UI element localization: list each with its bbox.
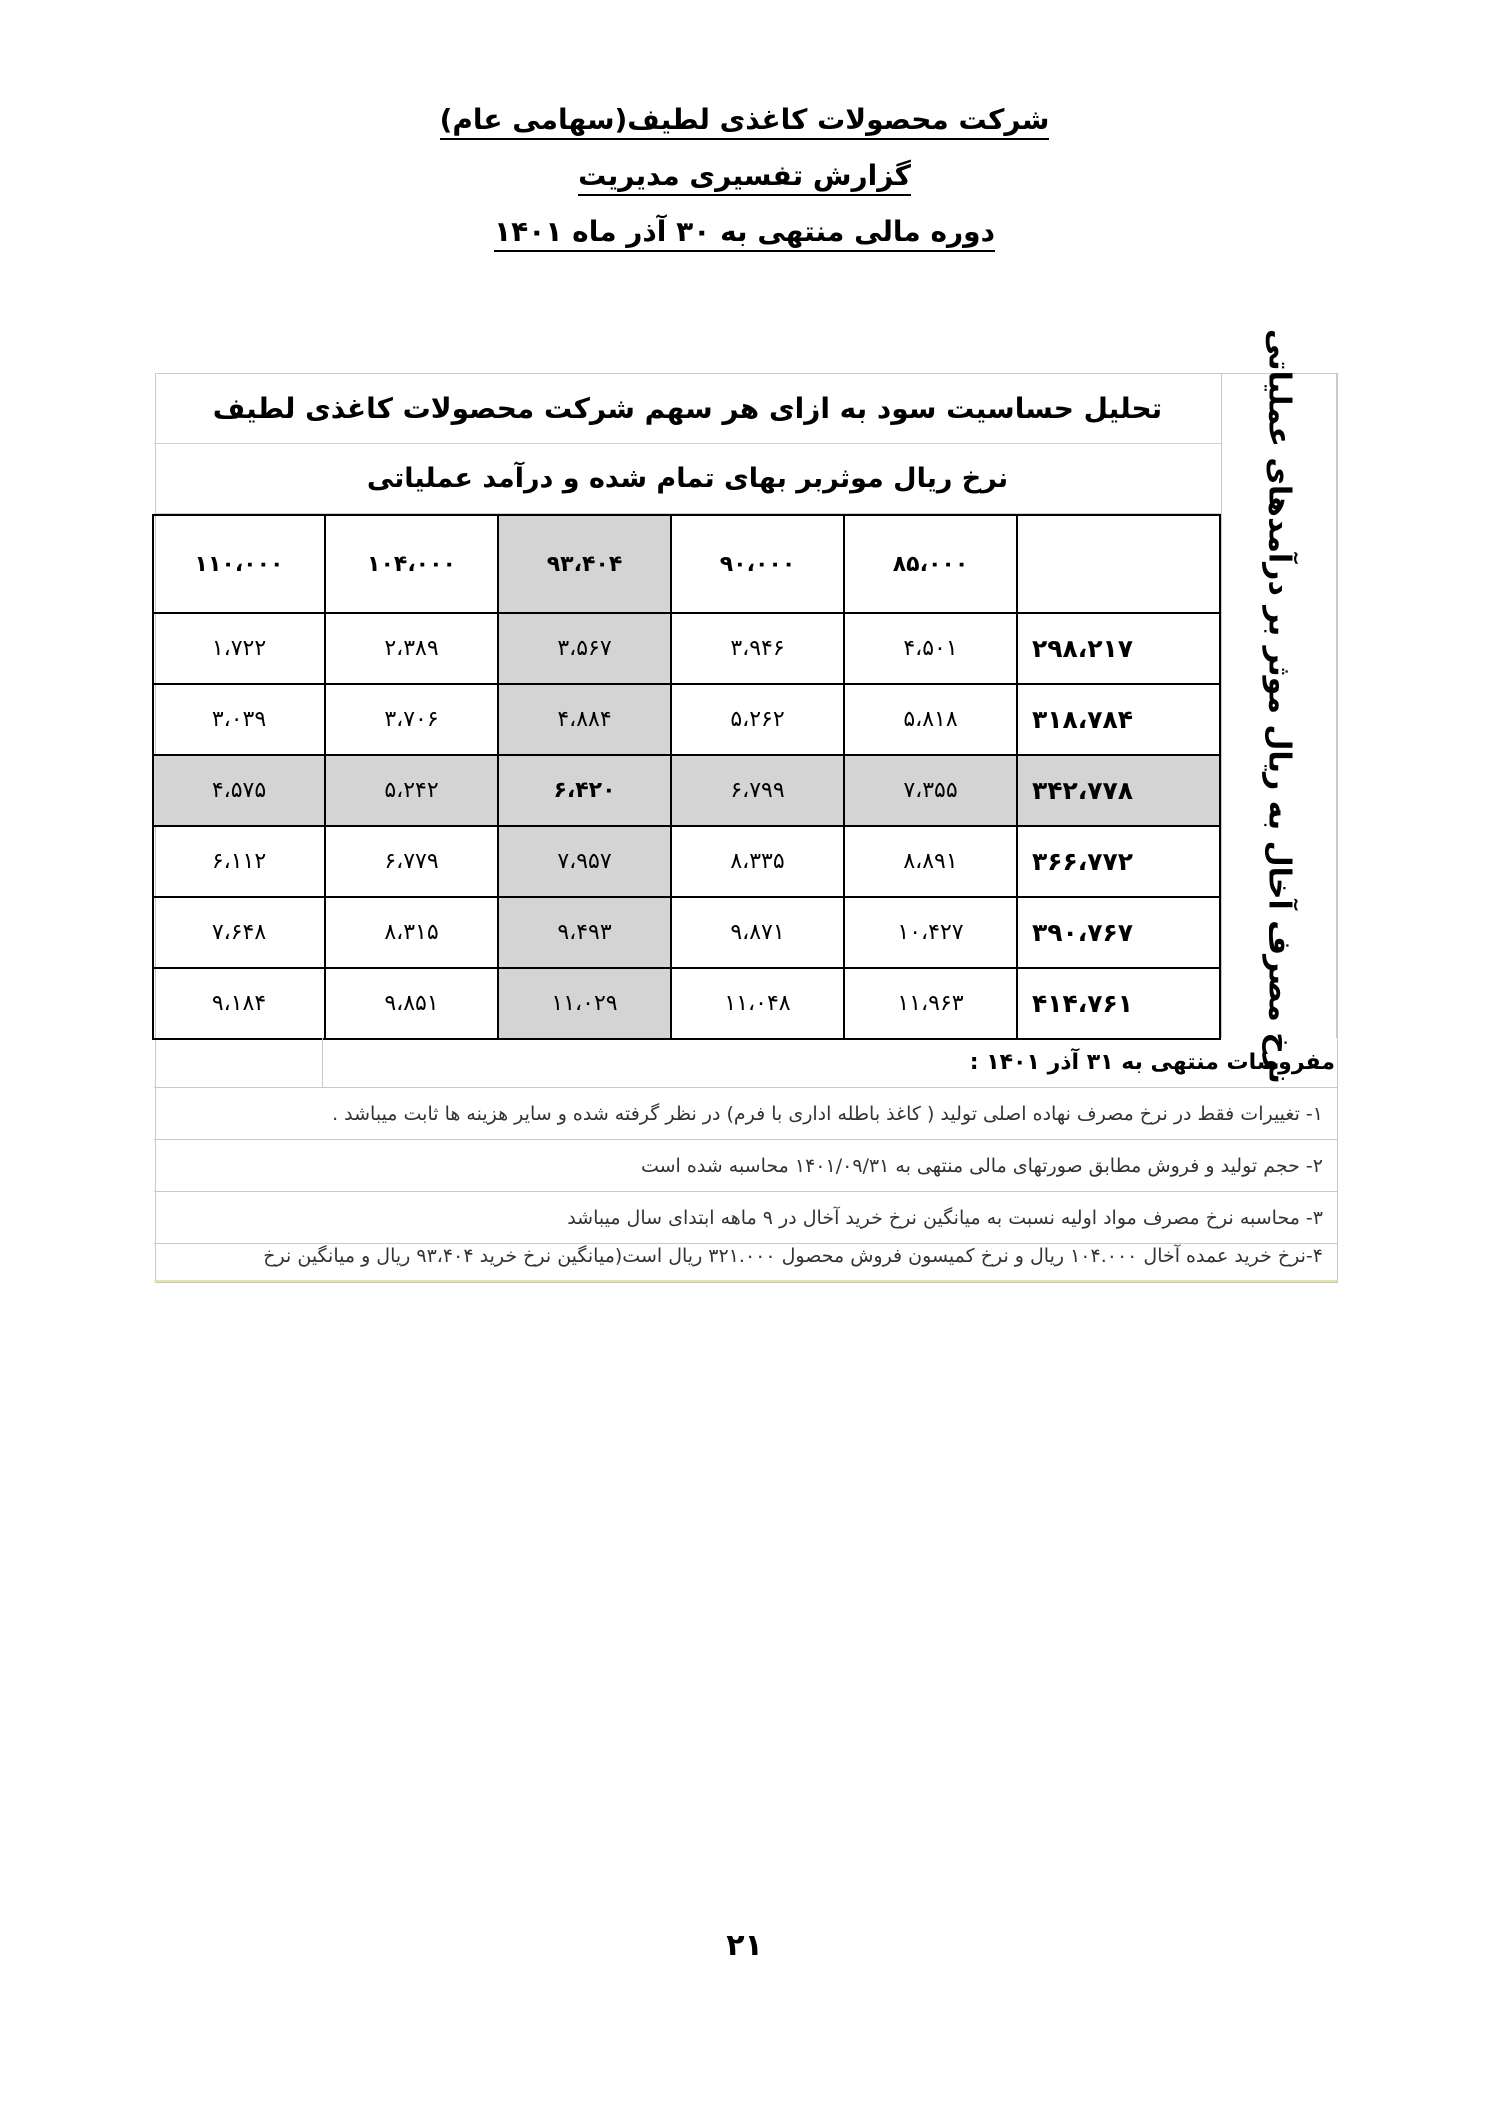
report-title: گزارش تفسیری مدیریت — [578, 159, 911, 196]
side-axis-title-text: نرخ مصرف آخال به ریال موثر بر درآمدهای عملیاتی — [1261, 328, 1297, 1084]
assumptions-header — [154, 1038, 1337, 1088]
divider — [322, 1038, 323, 1088]
table-cell: ۷،۳۵۵ — [844, 755, 1017, 826]
row-header: ۳۴۲،۷۷۸ — [1017, 755, 1220, 826]
table-cell: ۱،۷۲۲ — [153, 613, 325, 684]
row-header: ۳۱۸،۷۸۴ — [1017, 684, 1220, 755]
table-cell: ۹،۸۷۱ — [671, 897, 844, 968]
company-name: شرکت محصولات کاغذی لطیف(سهامی عام) — [440, 103, 1050, 140]
table-cell-base-case: ۶،۴۲۰ — [498, 755, 671, 826]
column-header: ۹۳،۴۰۴ — [498, 515, 671, 613]
table-cell: ۴،۵۷۵ — [153, 755, 325, 826]
table-cell: ۷،۶۴۸ — [153, 897, 325, 968]
table-row — [153, 684, 1220, 755]
corner-cell — [1017, 515, 1220, 613]
column-header: ۱۱۰،۰۰۰ — [153, 515, 325, 613]
table-cell: ۲،۳۸۹ — [325, 613, 498, 684]
assumption-item: ۱- تغییرات فقط در نرخ مصرف نهاده اصلی تولید ( کاغذ باطله اداری با فرم) در نظر گرفته شده و سایر هزینه ها ثابت میباشد . — [154, 1088, 1337, 1140]
column-header: ۱۰۴،۰۰۰ — [325, 515, 498, 613]
page-number: ۲۱ — [726, 1928, 763, 1963]
row-header: ۲۹۸،۲۱۷ — [1017, 613, 1220, 684]
table-cell: ۵،۲۴۲ — [325, 755, 498, 826]
assumption-item: ۴-نرخ خرید عمده آخال ۱۰۴.۰۰۰ ریال و نرخ کمیسون فروش محصول ۳۲۱.۰۰۰ ریال است(میانگین نرخ خرید ۹۳،۴۰۴ ریال و میانگین نرخ — [154, 1230, 1337, 1282]
table-cell: ۵،۸۱۸ — [844, 684, 1017, 755]
table-cell: ۸،۳۳۵ — [671, 826, 844, 897]
column-header: ۸۵،۰۰۰ — [844, 515, 1017, 613]
table-cell: ۳،۵۶۷ — [498, 613, 671, 684]
sensitivity-analysis-box — [155, 328, 1338, 1283]
table-cell: ۱۱،۰۴۸ — [671, 968, 844, 1039]
table-cell: ۸،۳۱۵ — [325, 897, 498, 968]
sensitivity-table — [152, 514, 1221, 1040]
table-cell: ۱۱،۹۶۳ — [844, 968, 1017, 1039]
column-header-row — [153, 515, 1220, 613]
table-cell: ۱۰،۴۲۷ — [844, 897, 1017, 968]
assumptions-title: مفروضات منتهی به ۳۱ آذر ۱۴۰۱ : — [969, 1050, 1335, 1075]
assumption-item: ۲- حجم تولید و فروش مطابق صورتهای مالی منتهی به ۱۴۰۱/۰۹/۳۱ محاسبه شده است — [154, 1140, 1337, 1192]
report-period: دوره مالی منتهی به ۳۰ آذر ماه ۱۴۰۱ — [494, 215, 995, 252]
table-cell: ۳،۹۴۶ — [671, 613, 844, 684]
table-cell: ۳،۷۰۶ — [325, 684, 498, 755]
table-subtitle: نرخ ریال موثربر بهای تمام شده و درآمد عملیاتی — [154, 444, 1221, 514]
row-header: ۴۱۴،۷۶۱ — [1017, 968, 1220, 1039]
table-cell: ۹،۴۹۳ — [498, 897, 671, 968]
table-cell: ۷،۹۵۷ — [498, 826, 671, 897]
row-header: ۳۹۰،۷۶۷ — [1017, 897, 1220, 968]
table-cell: ۶،۱۱۲ — [153, 826, 325, 897]
table-cell: ۴،۵۰۱ — [844, 613, 1017, 684]
table-row — [153, 968, 1220, 1039]
side-axis-title — [1221, 328, 1337, 1084]
column-header: ۹۰،۰۰۰ — [671, 515, 844, 613]
table-title: تحلیل حساسیت سود به ازای هر سهم شرکت محصولات کاغذی لطیف — [154, 374, 1221, 444]
assumption-item: ۳- محاسبه نرخ مصرف مواد اولیه نسبت به میانگین نرخ خرید آخال در ۹ ماهه ابتدای سال میباشد — [154, 1192, 1337, 1244]
table-cell: ۱۱،۰۲۹ — [498, 968, 671, 1039]
table-cell: ۵،۲۶۲ — [671, 684, 844, 755]
table-cell: ۹،۸۵۱ — [325, 968, 498, 1039]
table-cell: ۹،۱۸۴ — [153, 968, 325, 1039]
table-cell: ۳،۰۳۹ — [153, 684, 325, 755]
table-row — [153, 613, 1220, 684]
table-cell: ۴،۸۸۴ — [498, 684, 671, 755]
table-cell: ۶،۷۹۹ — [671, 755, 844, 826]
report-header — [0, 92, 1489, 260]
table-row-highlighted — [153, 755, 1220, 826]
table-cell: ۸،۸۹۱ — [844, 826, 1017, 897]
table-cell: ۶،۷۷۹ — [325, 826, 498, 897]
row-header: ۳۶۶،۷۷۲ — [1017, 826, 1220, 897]
table-row — [153, 897, 1220, 968]
table-row — [153, 826, 1220, 897]
